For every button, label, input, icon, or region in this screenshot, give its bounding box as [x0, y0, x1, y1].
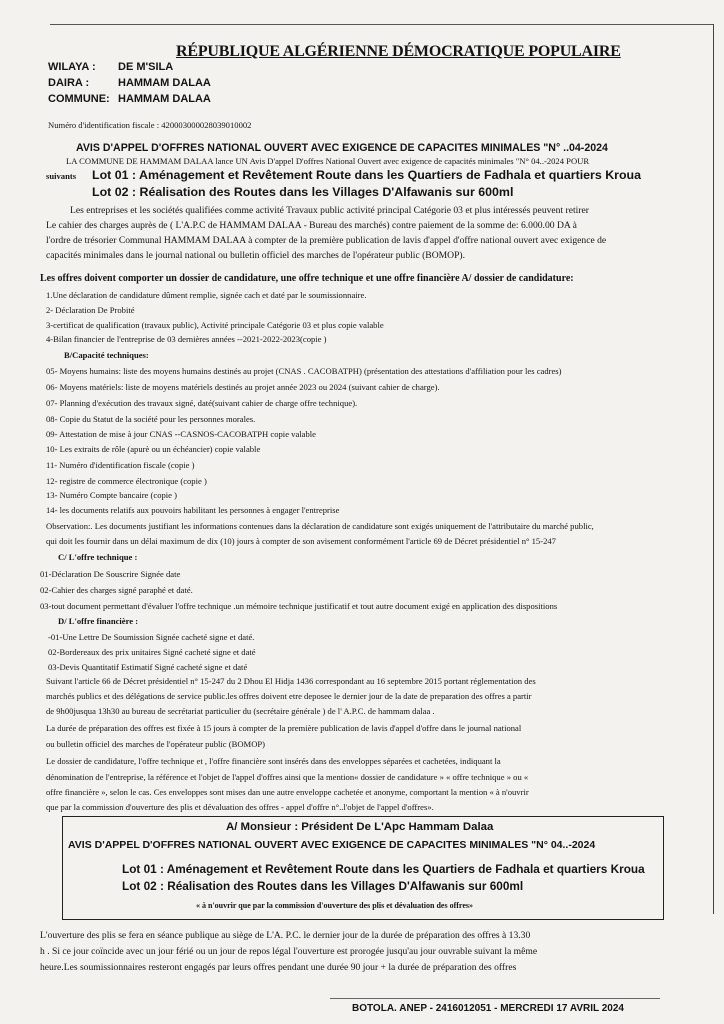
- paragraph-line: Les entreprises et les sociétés qualifiées comme activité Travaux public activité principal Catégorie 03 et plus intéressés peuvent retirer: [70, 205, 589, 216]
- list-item: 13- Numéro Compte bancaire (copie ): [46, 490, 178, 500]
- daira-label: DAIRA :: [48, 77, 90, 89]
- paragraph-line: Observation:. Les documents justifiant les informations contenues dans la déclaration de candidature sont exigés uniquement de l'attributaire du marché public,: [46, 521, 594, 531]
- paragraph-line: offre financière », selon le cas. Ces enveloppes sont mises dan une autre enveloppe cachetée et anonyme, comportant la mention « à n'ouvrir: [46, 787, 529, 797]
- list-item: 4-Bilan financier de l'entreprise de 03 dernières années --2021-2022-2023(copie ): [46, 334, 327, 344]
- paragraph-line: Suivant l'article 66 de Décret présidentiel n° 15-247 du 2 Dhou El Hidja 1436 correspondant au 16 septembre 2015 portant réglementation des: [46, 676, 536, 686]
- list-item: 08- Copie du Statut de la société pour les personnes morales.: [46, 414, 256, 424]
- list-item: 05- Moyens humains: liste des moyens humains destinés au projet (CNAS . CACOBATPH) (présentation des attestations d'affiliation pour les cadres): [46, 366, 562, 376]
- list-item: 12- registre de commerce électronique (copie ): [46, 476, 207, 486]
- list-item: 2- Déclaration De Probité: [46, 305, 135, 315]
- paragraph-line: dénomination de l'entreprise, la référence et l'objet de l'appel d'offres ainsi que la mention« dossier de candidature » « offre technique » ou «: [46, 772, 529, 782]
- list-item: -01-Une Lettre De Soumission Signée cacheté signe et daté.: [48, 632, 255, 642]
- paragraph-line: marchés publics et des délégations de service public.les offres doivent etre deposee le dernier jour de la date de preparation des offres a partir: [46, 691, 532, 701]
- paragraph-line: heure.Les soumissionnaires resteront engagés par leurs offres pendant une durée 90 jour + la durée de préparation des offres: [40, 962, 517, 973]
- box-lot-02: Lot 02 : Réalisation des Routes dans les Villages D'Alfawanis sur 600ml: [122, 879, 524, 893]
- list-item: 07- Planning d'exécution des travaux signé, daté(suivant cahier de charge offre technique).: [46, 398, 358, 408]
- list-item: 1.Une déclaration de candidature dûment remplie, signée cach et daté par le soumissionnaire.: [46, 290, 367, 300]
- list-item: 01-Déclaration De Souscrire Signée date: [40, 569, 181, 579]
- republic-title: RÉPUBLIQUE ALGÉRIENNE DÉMOCRATIQUE POPULAIRE: [176, 43, 621, 60]
- paragraph-line: L'ouverture des plis se fera en séance publique au siège de L'A. P.C. le dernier jour de la durée de préparation des offres à 13.30: [40, 930, 531, 941]
- wilaya-label: WILAYA :: [48, 61, 96, 73]
- commune-label: COMMUNE:: [48, 93, 110, 105]
- suivants-label: suivants: [46, 171, 77, 181]
- paragraph-line: Le cahier des charges auprès de ( L'A.P.C de HAMMAM DALAA - Bureau des marchés) contre paiement de la somme de: 6.000.00 DA à: [46, 220, 577, 231]
- section-c-heading: C/ L'offre technique :: [58, 552, 138, 562]
- box-lot-01: Lot 01 : Aménagement et Revêtement Route dans les Quartiers de Fadhala et quartiers Kroua: [122, 862, 645, 876]
- paragraph-line: h . Si ce jour coïncide avec un jour férié ou un jour de repos légal l'ouverture est prorogée jusqu'au jour ouvrable suivant la même: [40, 946, 538, 957]
- paragraph-line: l'ordre de trésorier Communal HAMMAM DALAA à compter de la première publication de lavis d'appel d'offre national ouvert avec exigence de: [46, 235, 607, 246]
- offers-requirement: Les offres doivent comporter un dossier de candidature, une offre technique et une offre financière A/ dossier de candidature:: [40, 273, 574, 284]
- box-mention: « à n'ouvrir que par la commission d'ouverture des plis et dévaluation des offres»: [196, 901, 473, 910]
- wilaya-value: DE M'SILA: [118, 61, 174, 73]
- notice-lot-01: Lot 01 : Aménagement et Revêtement Route dans les Quartiers de Fadhala et quartiers Kroua: [92, 168, 642, 182]
- section-d-heading: D/ L'offre financière :: [58, 616, 139, 626]
- paragraph-line: qui doit les fournir dans un délai maximum de dix (10) jours à compter de son avisement conformément l'article 69 de Décret présidentiel n° 15-247: [46, 536, 556, 546]
- page-border-right: [713, 24, 714, 914]
- notice-title: AVIS D'APPEL D'OFFRES NATIONAL OUVERT AVEC EXIGENCE DE CAPACITES MINIMALES "N° ..04-2024: [76, 142, 608, 154]
- list-item: 06- Moyens matériels: liste de moyens matériels destinés au projet année 2023 ou 2024 (suivant cahier de charge).: [46, 382, 440, 392]
- footer-reference: BOTOLA. ANEP - 2416012051 - MERCREDI 17 AVRIL 2024: [352, 1003, 624, 1014]
- list-item: 10- Les extraits de rôle (apurè ou un échéancier) copie valable: [46, 444, 261, 454]
- list-item: 03-Devis Quantitatif Estimatif Signé cacheté signe et daté: [48, 662, 248, 672]
- list-item: 02-Cahier des charges signé paraphé et daté.: [40, 585, 193, 595]
- paragraph-line: capacités minimales dans le journal national ou bulletin officiel des marches de l'opérateur public (BOMOP).: [46, 250, 466, 261]
- daira-value: HAMMAM DALAA: [118, 77, 211, 89]
- box-addressee: A/ Monsieur : Président De L'Apc Hammam Dalaa: [226, 821, 494, 833]
- paragraph-line: La durée de préparation des offres est fixée à 15 jours à compter de la première publication de lavis d'appel d'offre dans le journal national: [46, 723, 522, 733]
- paragraph-line: ou bulletin officiel des marches de l'opérateur public (BOMOP): [46, 739, 266, 749]
- notice-lot-02: Lot 02 : Réalisation des Routes dans les Villages D'Alfawanis sur 600ml: [92, 185, 514, 199]
- list-item: 02-Bordereaux des prix unitaires Signé cacheté signe et daté: [48, 647, 256, 657]
- list-item: 09- Attestation de mise à jour CNAS --CASNOS-CACOBATPH copie valable: [46, 429, 316, 439]
- box-title: AVIS D'APPEL D'OFFRES NATIONAL OUVERT AVEC EXIGENCE DE CAPACITES MINIMALES "N° 04..-2024: [68, 839, 596, 851]
- paragraph-line: de 9h00jusqua 13h30 au bureau de secrétariat particulier du (secrétaire générale ) de l' A.P.C. de hammam dalaa .: [46, 706, 435, 716]
- fiscal-id: Numéro d'identification fiscale : 420003000028039010002: [48, 120, 252, 130]
- list-item: 14- les documents relatifs aux pouvoirs habilitant les personnes à engager l'entreprise: [46, 505, 340, 515]
- section-b-heading: B/Capacité techniques:: [64, 350, 149, 360]
- commune-value: HAMMAM DALAA: [118, 93, 211, 105]
- list-item: 11- Numéro d'identification fiscale (copie ): [46, 460, 195, 470]
- footer-rule: [330, 998, 660, 999]
- paragraph-line: que par la commission d'ouverture des plis et dévaluation des offres - appel d'offre n°..l'objet de l'appel d'offres».: [46, 802, 434, 812]
- list-item: 03-tout document permettant d'évaluer l'offre technique .un mémoire technique justificatif et tout autre document exigé en application des dispositions: [40, 601, 558, 611]
- list-item: 3-certificat de qualification (travaux public), Activité principale Catégorie 03 et plus copie valable: [46, 320, 384, 330]
- paragraph-line: Le dossier de candidature, l'offre technique et , l'offre financière sont insérés dans des enveloppes séparées et cachetées, indiquant la: [46, 756, 501, 766]
- page-border-top: [50, 24, 714, 25]
- notice-intro: LA COMMUNE DE HAMMAM DALAA lance UN Avis D'appel D'offres National Ouvert avec exigence de capacités minimales "N° 04..-2024 POUR: [66, 156, 590, 166]
